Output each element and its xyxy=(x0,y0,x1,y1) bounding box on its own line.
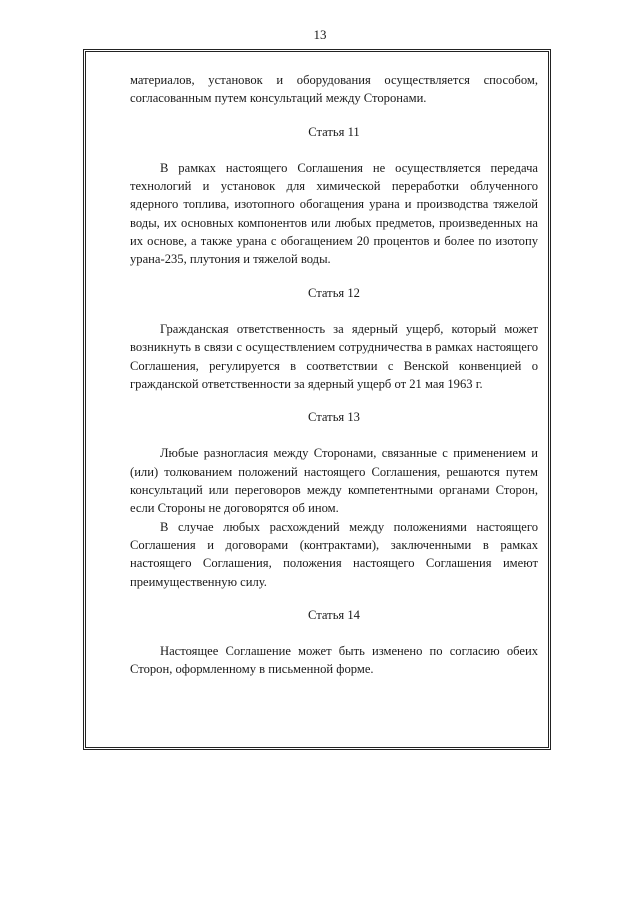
document-body xyxy=(130,71,538,679)
article-11-paragraph-1: В рамках настоящего Соглашения не осуществляется передача технологий и установок для химической переработки облученного ядерного топлива, изотопного обогащения урана и производства тяжелой воды, их основных компонентов или любых предметов, произведенных на их основе, а также урана с обогащением 20 процентов и более по изотопу урана-235, плутония и тяжелой воды. xyxy=(130,160,538,267)
article-14-paragraph-1: Настоящее Соглашение может быть изменено по согласию обеих Сторон, оформленному в письменной форме. xyxy=(130,644,538,677)
article-14-title: Статья 14 xyxy=(308,607,360,622)
article-13-paragraph-1: Любые разногласия между Сторонами, связанные с применением и (или) толкованием положений настоящего Соглашения, решаются путем консультаций или переговоров между компетентными органами Сторон, если Стороны не договорятся об ином. xyxy=(130,446,538,516)
article-11-title: Статья 11 xyxy=(308,124,360,139)
article-13-title: Статья 13 xyxy=(308,410,360,425)
article-12-paragraph-1: Гражданская ответственность за ядерный ущерб, который может возникнуть в связи с осуществлением сотрудничества в рамках настоящего Соглашения, регулируется в соответствии с Венской конвенцией о гражданской ответственности за ядерный ущерб от 21 мая 1963 г. xyxy=(130,321,538,391)
article-12-title: Статья 12 xyxy=(308,285,360,300)
article-13-paragraph-2: В случае любых расхождений между положениями настоящего Соглашения и договорами (контрактами), заключенными в рамках настоящего Соглашения, положения настоящего Соглашения имеют преимущественную силу. xyxy=(130,519,538,589)
page-number: 13 xyxy=(313,27,327,42)
intro-paragraph: материалов, установок и оборудования осуществляется способом, согласованным путем консультаций между Сторонами. xyxy=(130,73,538,106)
